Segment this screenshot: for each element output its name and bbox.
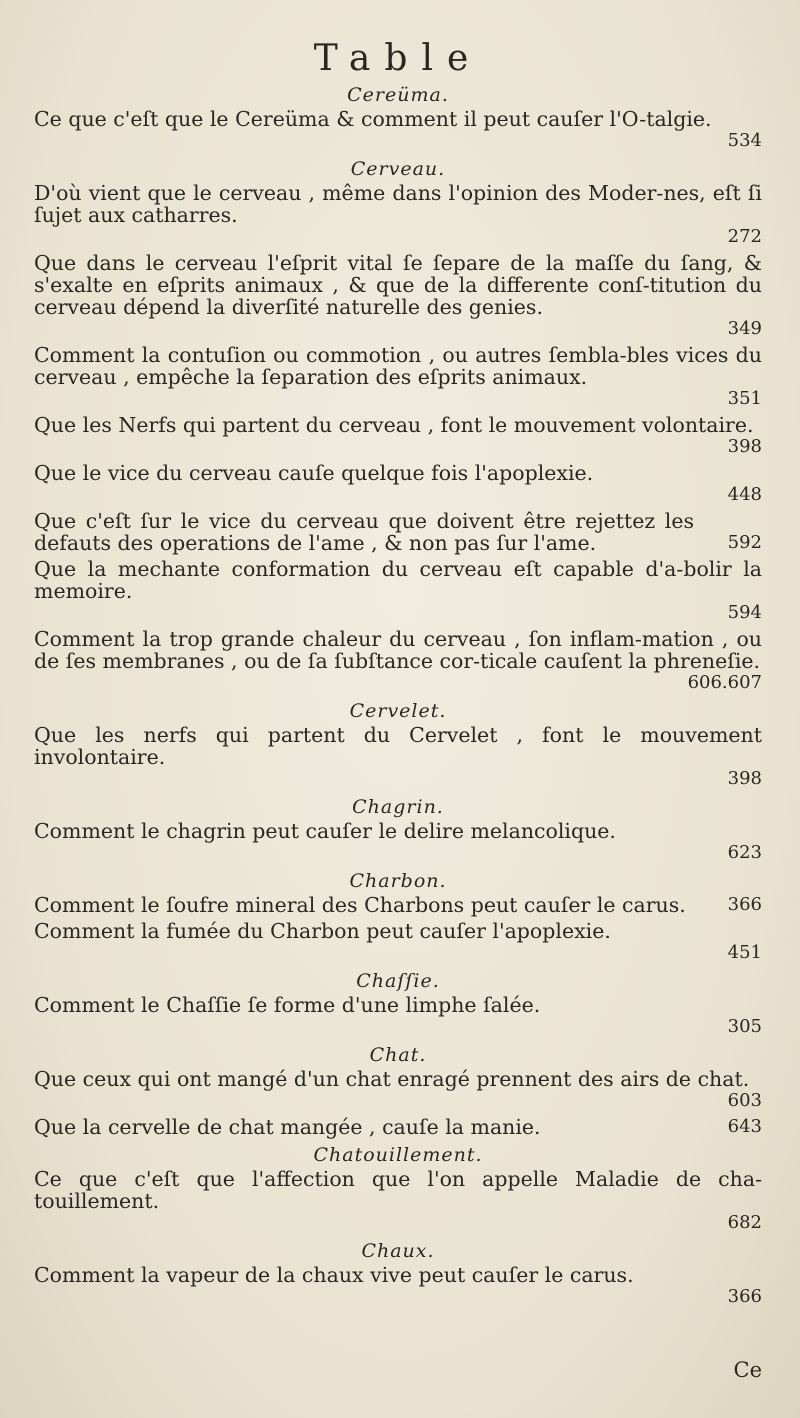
entry-text: Comment le ſoufre mineral des Charbons peut cauſer le carus. bbox=[34, 893, 686, 917]
page-number: 349 bbox=[727, 318, 762, 339]
entry-text: Que le vice du cerveau cauſe quelque fois l'apoplexie. bbox=[34, 461, 594, 485]
page-number: 682 bbox=[727, 1212, 762, 1233]
page-number: 448 bbox=[727, 484, 762, 505]
page-number: 366 bbox=[727, 1286, 762, 1307]
section-rubric: Chaux. bbox=[361, 1240, 435, 1262]
page-content bbox=[34, 36, 762, 1312]
catchword: Ce bbox=[733, 1358, 762, 1382]
entry-text: Comment la trop grande chaleur du cerveau , ſon inflam-mation , ou de ſes membranes , ou de ſa ſubſtance cor-ticale cauſent la phreneſie. bbox=[34, 627, 762, 673]
section-rubric: Charbon. bbox=[349, 870, 447, 892]
index-entry bbox=[34, 558, 762, 624]
section-rubric: Chaſſie. bbox=[356, 970, 440, 992]
section-rubric: Cerveau. bbox=[350, 158, 446, 180]
page-number: 272 bbox=[727, 226, 762, 247]
page-number: 398 bbox=[727, 768, 762, 789]
index-list bbox=[34, 82, 762, 1308]
page-number: 351 bbox=[727, 388, 762, 409]
running-header: Table bbox=[313, 38, 483, 79]
index-entry bbox=[34, 820, 762, 864]
index-entry bbox=[34, 894, 762, 916]
index-entry bbox=[34, 920, 762, 964]
page-number: 594 bbox=[727, 602, 762, 623]
index-entry bbox=[34, 724, 762, 790]
section-rubric: Chat. bbox=[369, 1044, 427, 1066]
section-rubric: Chagrin. bbox=[352, 796, 444, 818]
section-rubric: Chatouillement. bbox=[313, 1144, 483, 1166]
page-number: 366 bbox=[727, 894, 762, 915]
index-entry bbox=[34, 108, 762, 152]
entry-text: Comment la vapeur de la chaux vive peut cauſer le carus. bbox=[34, 1263, 634, 1287]
index-entry bbox=[34, 414, 762, 458]
page-number: 643 bbox=[727, 1116, 762, 1137]
entry-text: D'où vient que le cerveau , même dans l'opinion des Moder-nes, eſt ſi ſujet aux catharres. bbox=[34, 181, 762, 227]
entry-text: Que la mechante conformation du cerveau eſt capable d'a-bolir la memoire. bbox=[34, 557, 762, 603]
page-number: 606.607 bbox=[687, 672, 762, 693]
index-entry bbox=[34, 182, 762, 248]
entry-text: Comment le chagrin peut cauſer le delire melancolique. bbox=[34, 819, 616, 843]
index-entry bbox=[34, 462, 762, 506]
index-entry bbox=[34, 252, 762, 340]
index-entry bbox=[34, 994, 762, 1038]
index-entry bbox=[34, 1168, 762, 1234]
index-entry bbox=[34, 1264, 762, 1308]
index-entry bbox=[34, 1068, 762, 1112]
index-entry bbox=[34, 628, 762, 694]
index-entry bbox=[34, 1116, 762, 1138]
entry-text: Ce que c'eſt que l'affection que l'on appelle Maladie de cha-touillement. bbox=[34, 1167, 762, 1213]
entry-text: Comment le Chaſſie ſe forme d'une limphe ſalée. bbox=[34, 993, 541, 1017]
entry-text: Ce que c'eſt que le Cereüma & comment il peut cauſer l'O-talgie. bbox=[34, 107, 712, 131]
page-number: 623 bbox=[727, 842, 762, 863]
page-number: 603 bbox=[727, 1090, 762, 1111]
index-entry bbox=[34, 344, 762, 410]
entry-text: Que la cervelle de chat mangée , cauſe la manie. bbox=[34, 1115, 541, 1139]
section-rubric: Cereüma. bbox=[347, 84, 449, 106]
entry-text: Comment la fumée du Charbon peut cauſer l'apoplexie. bbox=[34, 919, 611, 943]
entry-text: Que les nerfs qui partent du Cervelet , font le mouvement involontaire. bbox=[34, 723, 762, 769]
page-number: 534 bbox=[727, 130, 762, 151]
page-number: 592 bbox=[727, 532, 762, 553]
page-number: 451 bbox=[727, 942, 762, 963]
entry-text: Que dans le cerveau l'eſprit vital ſe ſepare de la maſſe du ſang, & s'exalte en eſprits animaux , & que de la differente conſ-titution du cerveau dépend la diverſité naturelle des genies. bbox=[34, 251, 762, 319]
section-rubric: Cervelet. bbox=[349, 700, 447, 722]
entry-text: Comment la contuſion ou commotion , ou autres ſembla-bles vices du cerveau , empêche la ſeparation des eſprits animaux. bbox=[34, 343, 762, 389]
page-number: 305 bbox=[727, 1016, 762, 1037]
entry-text: Que ceux qui ont mangé d'un chat enragé prennent des airs de chat. bbox=[34, 1067, 750, 1091]
entry-text: Que c'eſt ſur le vice du cerveau que doivent être rejettez les defauts des operations de l'ame , & non pas ſur l'ame. bbox=[34, 509, 694, 555]
entry-text: Que les Nerfs qui partent du cerveau , font le mouvement volontaire. bbox=[34, 413, 754, 437]
index-entry bbox=[34, 510, 762, 554]
page-number: 398 bbox=[727, 436, 762, 457]
